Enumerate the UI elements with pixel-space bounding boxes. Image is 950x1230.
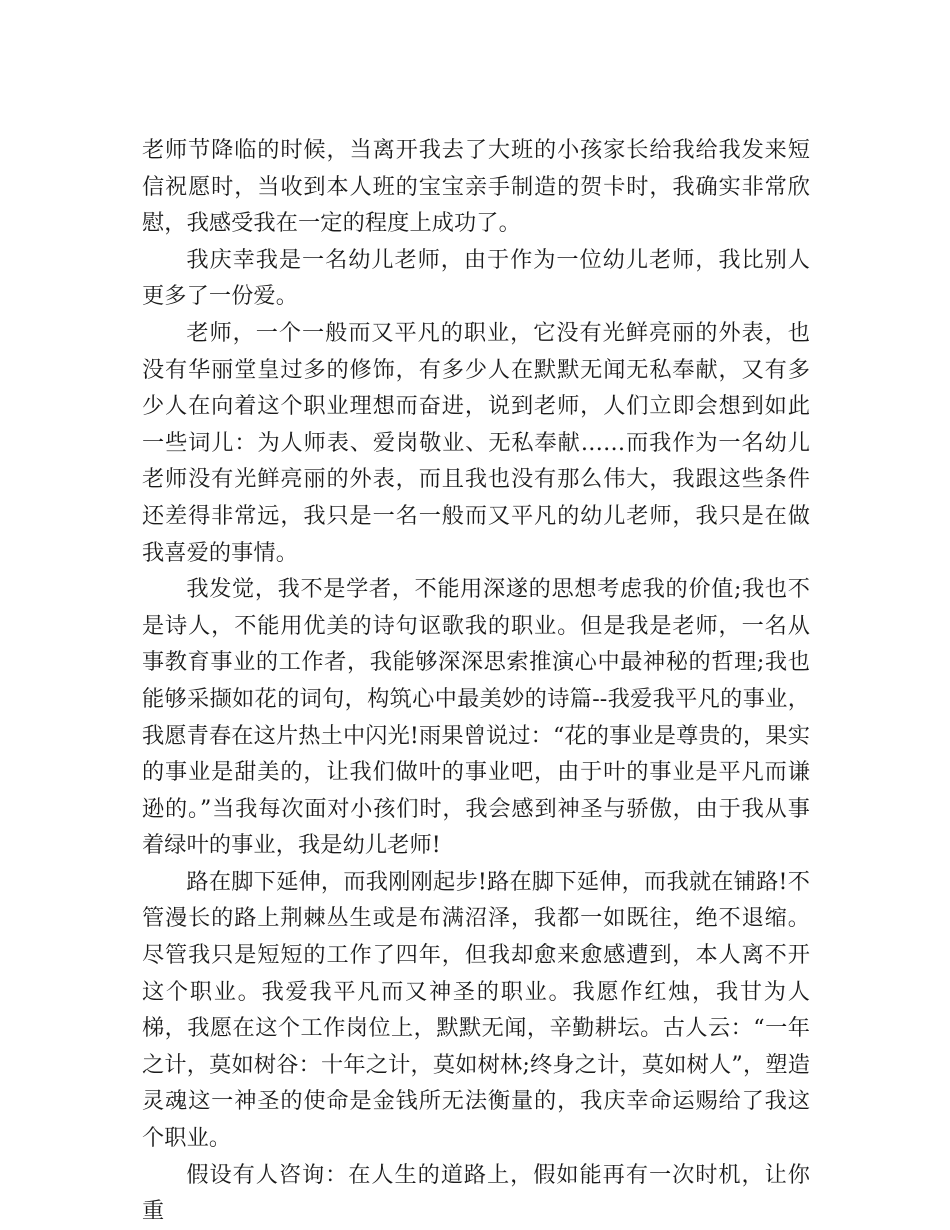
paragraph-6: 假设有人咨询：在人生的道路上，假如能再有一次时机，让你重 [142,1161,810,1225]
document-body [142,132,810,1230]
paragraph-2: 我庆幸我是一名幼儿老师，由于作为一位幼儿老师，我比别人更多了一份爱。 [142,246,810,310]
paragraph-3: 老师，一个一般而又平凡的职业，它没有光鲜亮丽的外表，也没有华丽堂皇过多的修饰，有多少人在默默无闻无私奉献，又有多少人在向着这个职业理想而奋进，说到老师，人们立即会想到如此一些词儿：为人师表、爱岗敬业、无私奉献……而我作为一名幼儿老师没有光鲜亮丽的外表，而且我也没有那么伟大，我跟这些条件还差得非常远，我只是一名一般而又平凡的幼儿老师，我只是在做我喜爱的事情。 [142,319,810,566]
paragraph-1: 老师节降临的时候，当离开我去了大班的小孩家长给我给我发来短信祝愿时，当收到本人班的宝宝亲手制造的贺卡时，我确实非常欣慰，我感受我在一定的程度上成功了。 [142,137,810,237]
paragraph-4: 我发觉，我不是学者，不能用深遂的思想考虑我的价值;我也不是诗人，不能用优美的诗句讴歌我的职业。但是我是老师，一名从事教育事业的工作者，我能够深深思索推演心中最神秘的哲理;我也能够采撷如花的词句，构筑心中最美妙的诗篇--我爱我平凡的事业，我愿青春在这片热土中闪光!雨果曾说过：“花的事业是尊贵的，果实的事业是甜美的，让我们做叶的事业吧，由于叶的事业是平凡而谦逊的。”当我每次面对小孩们时，我会感到神圣与骄傲，由于我从事着绿叶的事业，我是幼儿老师! [142,576,810,859]
paragraph-5: 路在脚下延伸，而我刚刚起步!路在脚下延伸，而我就在铺路!不管漫长的路上荆棘丛生或是布满沼泽，我都一如既往，绝不退缩。尽管我只是短短的工作了四年，但我却愈来愈感遭到，本人离不开这个职业。我爱我平凡而又神圣的职业。我愿作红烛，我甘为人梯，我愿在这个工作岗位上，默默无闻，辛勤耕坛。古人云：“一年之计，莫如树谷：十年之计，莫如树林;终身之计，莫如树人”，塑造灵魂这一神圣的使命是金钱所无法衡量的，我庆幸命运赐给了我这个职业。 [142,868,810,1152]
